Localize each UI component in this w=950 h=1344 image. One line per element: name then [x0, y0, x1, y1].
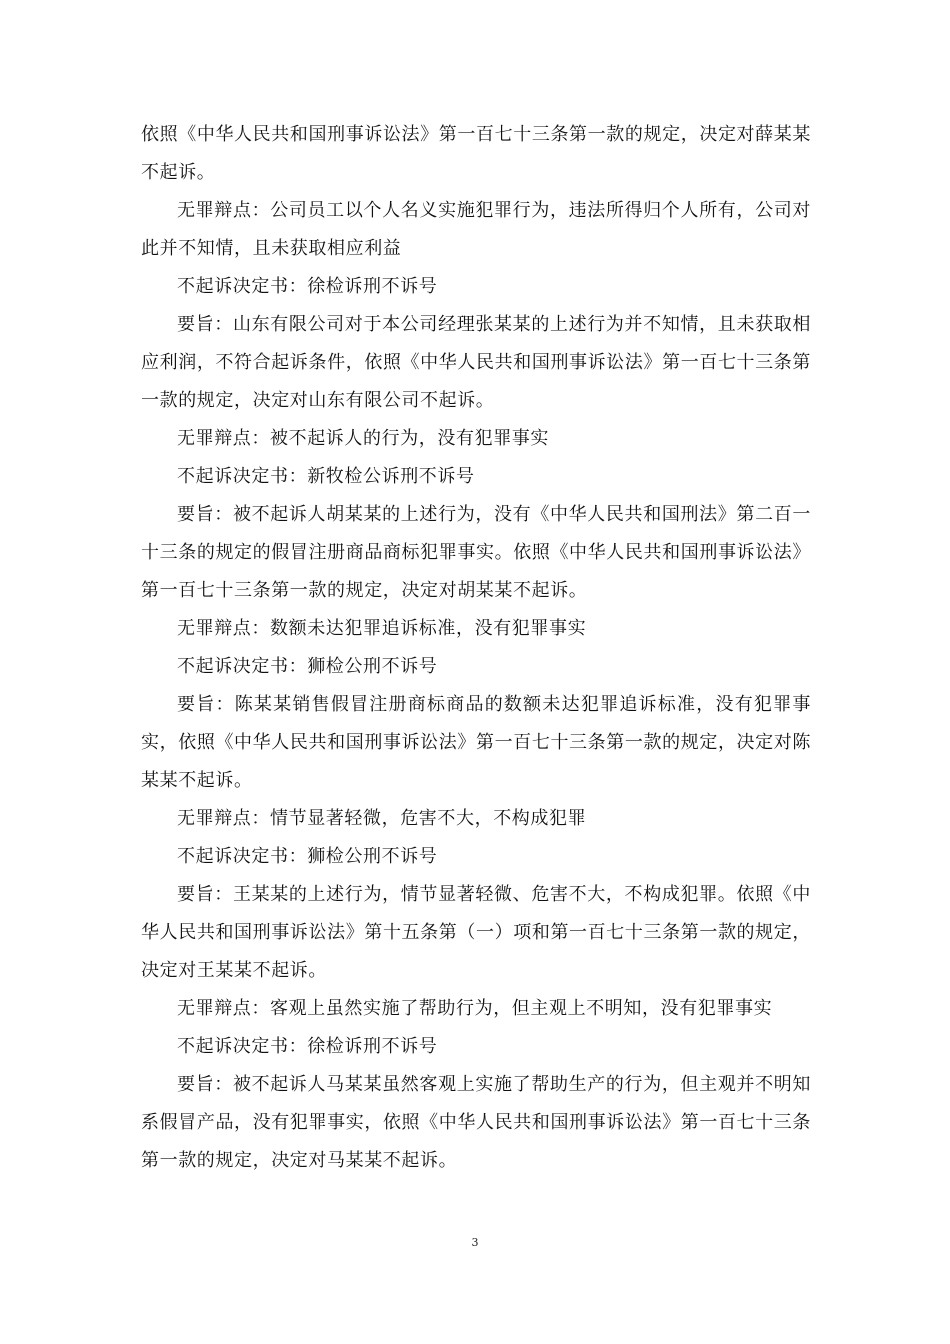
defense-point-paragraph: 无罪辩点：公司员工以个人名义实施犯罪行为，违法所得归个人所有，公司对此并不知情，且未获取相应利益	[141, 200, 811, 259]
page-number: 3	[471, 1236, 479, 1249]
summary-paragraph: 要旨：陈某某销售假冒注册商标商品的数额未达犯罪追诉标准，没有犯罪事实，依照《中华人民共和国刑事诉讼法》第一百七十三条第一款的规定，决定对陈某某不起诉。	[141, 694, 811, 791]
document-body	[141, 116, 811, 1180]
decision-number-paragraph: 不起诉决定书：狮检公刑不诉号	[177, 846, 438, 867]
defense-point-paragraph: 无罪辩点：情节显著轻微，危害不大，不构成犯罪	[177, 808, 587, 829]
summary-paragraph: 要旨：山东有限公司对于本公司经理张某某的上述行为并不知情，且未获取相应利润，不符合起诉条件，依照《中华人民共和国刑事诉讼法》第一百七十三条第一款的规定，决定对山东有限公司不起诉。	[141, 314, 811, 411]
decision-number-paragraph: 不起诉决定书：狮检公刑不诉号	[177, 656, 438, 677]
summary-paragraph: 要旨：被不起诉人胡某某的上述行为，没有《中华人民共和国刑法》第二百一十三条的规定的假冒注册商品商标犯罪事实。依照《中华人民共和国刑事诉讼法》第一百七十三条第一款的规定，决定对胡某某不起诉。	[141, 504, 811, 601]
defense-point-paragraph: 无罪辩点：客观上虽然实施了帮助行为，但主观上不明知，没有犯罪事实	[177, 998, 773, 1019]
summary-paragraph: 要旨：王某某的上述行为，情节显著轻微、危害不大，不构成犯罪。依照《中华人民共和国刑事诉讼法》第十五条第（一）项和第一百七十三条第一款的规定，决定对王某某不起诉。	[141, 884, 811, 981]
defense-point-paragraph: 无罪辩点：数额未达犯罪追诉标准，没有犯罪事实	[177, 618, 587, 639]
summary-paragraph: 要旨：被不起诉人马某某虽然客观上实施了帮助生产的行为，但主观并不明知系假冒产品，没有犯罪事实，依照《中华人民共和国刑事诉讼法》第一百七十三条第一款的规定，决定对马某某不起诉。	[141, 1074, 811, 1171]
decision-number-paragraph: 不起诉决定书：徐检诉刑不诉号	[177, 1036, 438, 1057]
decision-number-paragraph: 不起诉决定书：新牧检公诉刑不诉号	[177, 466, 475, 487]
paragraph-continuation: 依照《中华人民共和国刑事诉讼法》第一百七十三条第一款的规定，决定对薛某某不起诉。	[141, 124, 811, 183]
decision-number-paragraph: 不起诉决定书：徐检诉刑不诉号	[177, 276, 438, 297]
defense-point-paragraph: 无罪辩点：被不起诉人的行为，没有犯罪事实	[177, 428, 549, 449]
